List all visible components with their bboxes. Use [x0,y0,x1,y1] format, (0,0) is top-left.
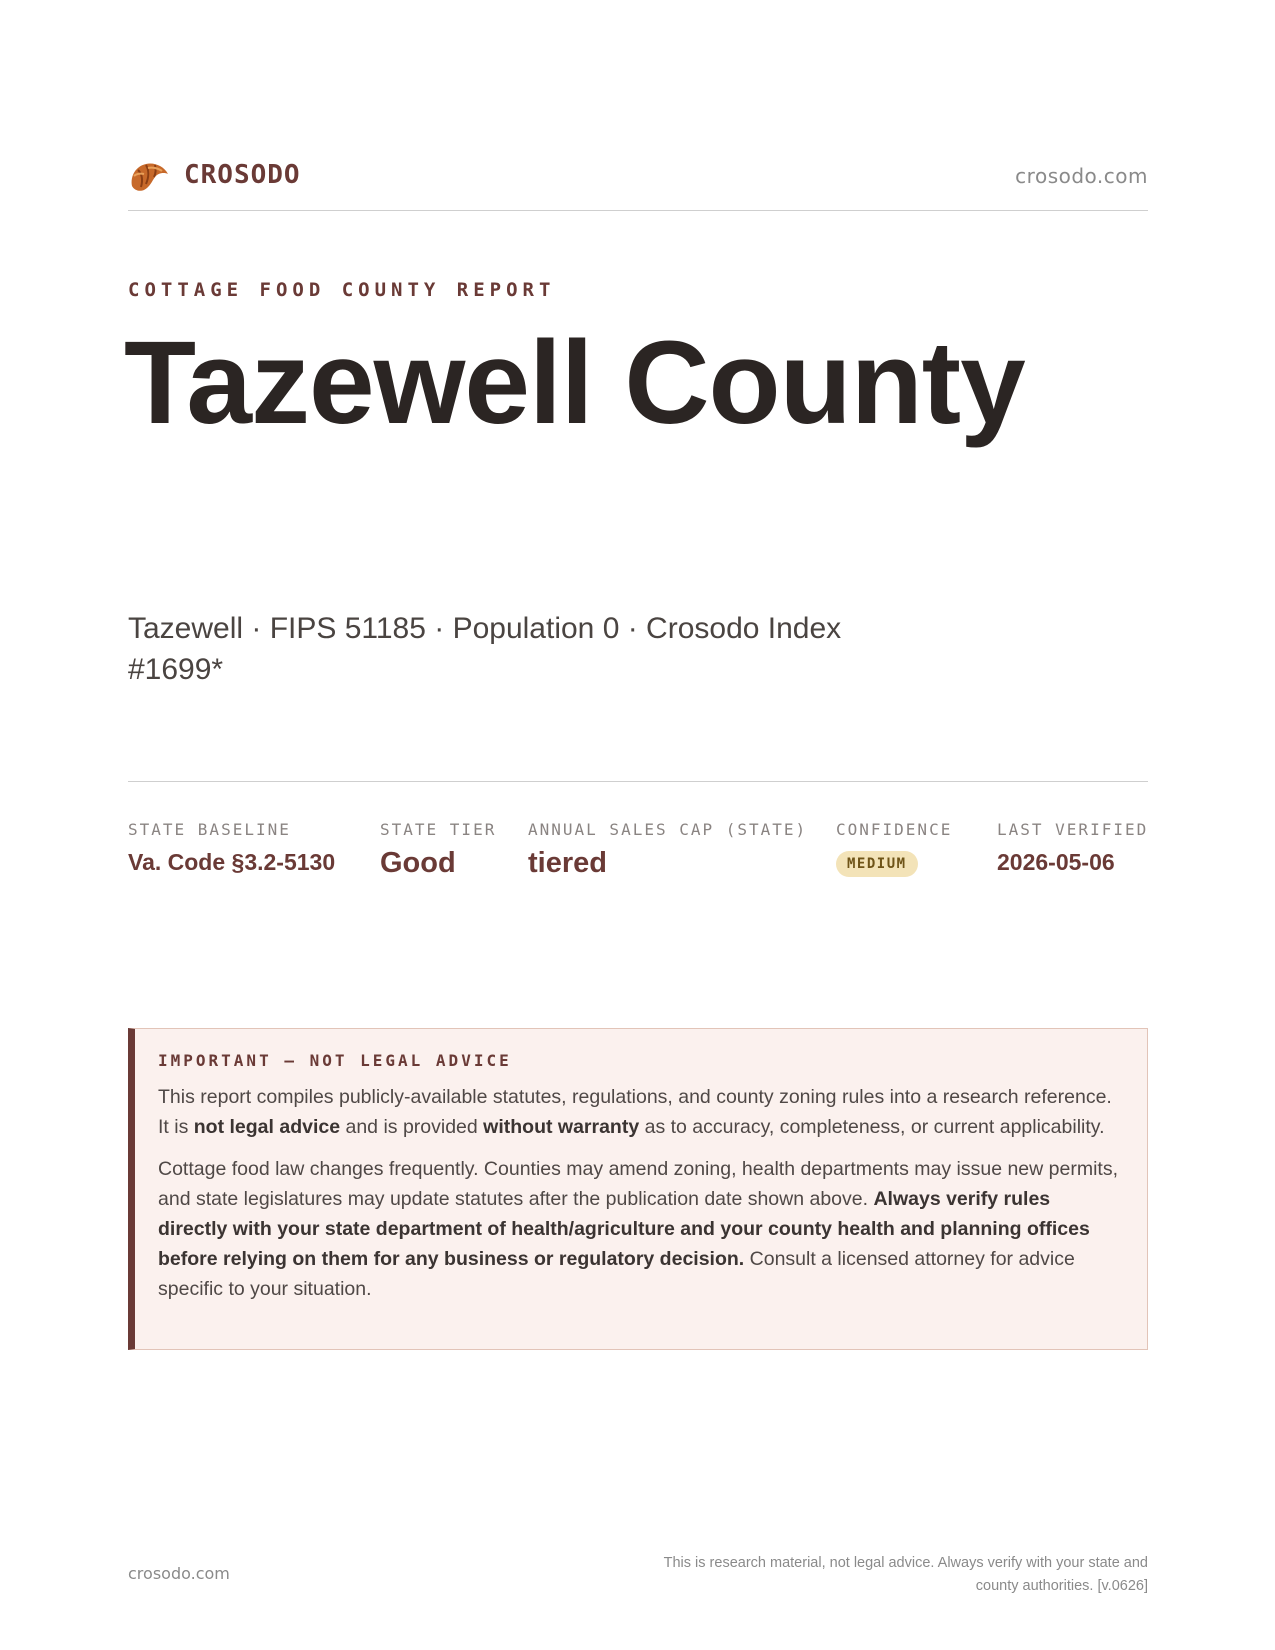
stat-value: 2026-05-06 [997,849,1115,875]
footer-disclaimer: This is research material, not legal advice. Always verify with your state and county authorities. [v.0626] [663,1555,1148,1594]
stat-value: tiered [528,847,607,879]
report-page [124,0,1149,1650]
footer-site-link[interactable]: crosodo.com [128,1564,230,1583]
croissant-icon [128,156,170,194]
legal-notice [128,1028,1148,1350]
stat-state-tier [380,820,496,880]
notice-text: This report compiles publicly-available statutes, regulations, and county zoning rules into a research reference. It is [158,1086,1112,1138]
stat-label: CONFIDENCE [836,820,953,839]
stat-label: STATE BASELINE [128,820,291,839]
stats-row [128,781,1148,912]
stat-last-verified [997,820,1148,876]
notice-heading: IMPORTANT — NOT LEGAL ADVICE [158,1051,512,1070]
stat-annual-sales-cap [528,820,807,880]
report-eyebrow: COTTAGE FOOD COUNTY REPORT [128,279,556,301]
stat-label: LAST VERIFIED [997,820,1149,839]
stat-label: STATE TIER [380,820,497,839]
notice-text: Cottage food law changes frequently. Counties may amend zoning, health departments may issue new permits, and state legislatures may update statutes after the publication date shown above. [158,1158,1118,1210]
county-subtitle: Tazewell · FIPS 51185 · Population 0 · Crosodo Index #1699* [128,612,842,686]
notice-paragraph-1 [158,1082,1121,1142]
notice-text: and is provided [340,1116,484,1138]
notice-text: Consult a licensed attorney for advice specific to your situation. [158,1248,1075,1300]
page-header [128,156,1148,211]
stat-value: Va. Code §3.2-5130 [128,849,336,875]
stat-state-baseline [128,820,335,876]
notice-emphasis: without warranty [483,1116,640,1138]
confidence-badge: MEDIUM [836,851,918,877]
brand[interactable] [128,156,301,194]
notice-text: as to accuracy, completeness, or current applicability. [639,1116,1105,1138]
notice-paragraph-2 [158,1154,1121,1304]
brand-name: CROSODO [184,160,301,190]
site-url-link[interactable]: crosodo.com [1015,164,1148,188]
stat-label: ANNUAL SALES CAP (STATE) [528,820,808,839]
page-title: Tazewell County [124,317,1025,449]
notice-emphasis: not legal advice [193,1116,341,1138]
stat-confidence [836,820,952,877]
stat-value: Good [380,847,456,879]
notice-emphasis: Always verify rules directly with your state department of health/agriculture and your county health and planning offices before relying on them for any business or regulatory decision. [158,1188,1090,1270]
